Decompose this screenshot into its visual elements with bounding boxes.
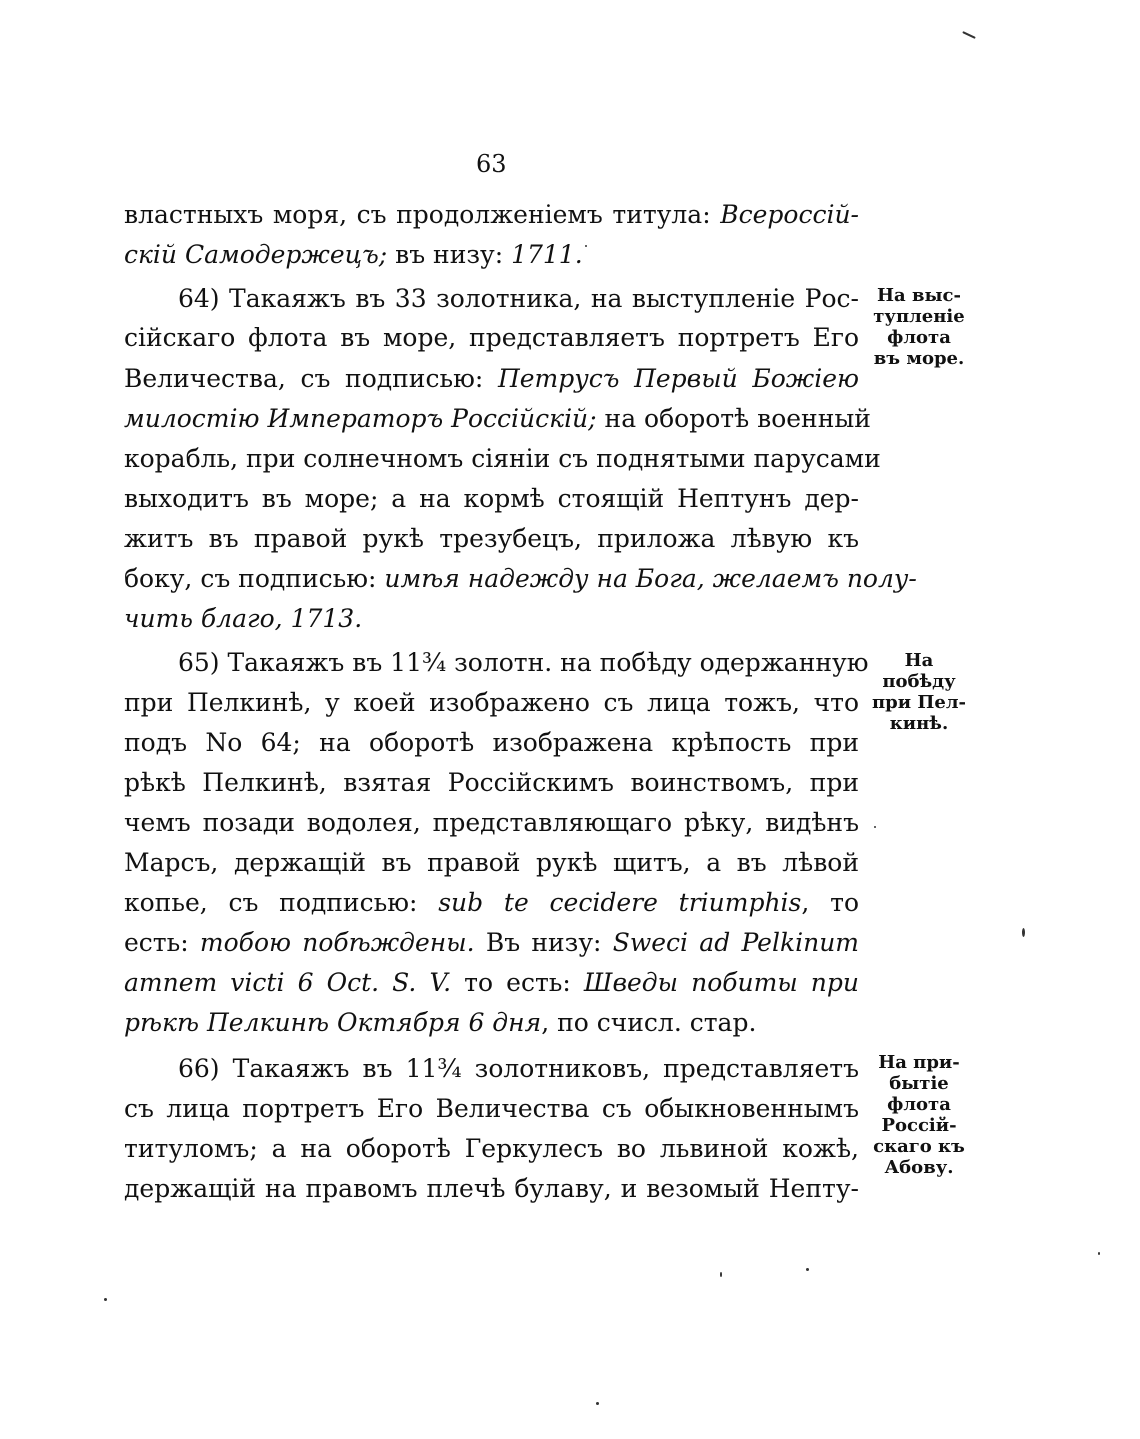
italic-text-span: amnem victi 6 Oct. S. V. [124,968,452,997]
text-span: властныхъ моря, съ продолженіемъ титула: [124,200,721,229]
text-line [124,362,859,396]
italic-text-span: Петрусъ Первый Божіею [497,364,859,393]
text-span: есть: [124,928,200,957]
text-line [124,1092,859,1126]
italic-text-span: Sweci ad Pelkinum [612,928,859,957]
text-span: Марсъ, держащій въ правой рукѣ щитъ, а въ лѣвой [124,848,859,877]
text-line [178,646,869,680]
text-span: рѣкѣ Пелкинѣ, взятая Россійскимъ воинствомъ, при [124,768,859,797]
italic-text-span: Всероссій- [720,200,859,229]
text-line [124,1172,859,1206]
italic-text-span: чить благо, [124,604,283,633]
text-span: Величества, съ подписью: [124,364,498,393]
print-speck [1098,1252,1100,1255]
text-line [124,966,859,1000]
margin-note: На выс- тупленіе флота въ море. [873,285,965,369]
text-span: держащій на правомъ плечѣ булаву, и везомый Непту- [124,1174,859,1203]
print-speck [962,31,976,39]
italic-text-span: милостію Императоръ Россійскій; [124,404,597,433]
italic-text-span: тобою побѣждены. [199,928,475,957]
italic-text-span: 1713. [290,604,363,633]
text-span: корабль, при солнечномъ сіяніи съ поднятыми парусами [124,444,881,473]
text-span: выходитъ въ море; а на кормѣ стоящій Нептунъ дер- [124,484,859,513]
print-speck [874,826,876,828]
text-span: , по счисл. стар. [541,1008,757,1037]
text-line [124,321,859,355]
print-speck [1022,928,1025,937]
text-span: 64) Такаяжъ въ 33 золотника, на выступленіе Рос- [178,284,859,313]
text-span: на оборотѣ военный [596,404,871,433]
italic-text-span: 1711. [511,240,583,269]
text-span: титуломъ; а на оборотѣ Геркулесъ во львиной кожѣ, [124,1134,859,1163]
text-line [124,402,871,436]
text-span: копье, съ подписью: [124,888,439,917]
text-span: подъ No 64; на оборотѣ изображена крѣпость при [124,728,859,757]
text-line [178,282,859,316]
text-span: , то [801,888,860,917]
text-span: сійскаго флота въ море, представляетъ портретъ Его [124,323,859,352]
text-line [124,238,859,272]
text-line [124,846,859,880]
text-line [124,766,859,800]
text-line [124,522,859,556]
italic-text-span: скій Самодержецъ; [124,240,388,269]
print-speck [806,1268,809,1271]
text-line [124,926,859,960]
text-span: Въ низу: [474,928,613,957]
italic-text-span: имѣя надежду на Бога, желаемъ полу- [384,564,917,593]
margin-note: На побѣду при Пел- кинѣ. [872,650,966,734]
text-line [124,482,859,516]
text-span: житъ въ правой рукѣ трезубецъ, приложа лѣвую къ [124,524,859,553]
text-line [124,198,859,232]
text-span: съ лица портретъ Его Величества съ обыкновеннымъ [124,1094,859,1123]
text-line [124,442,881,476]
text-span: чемъ позади водолея, представляющаго рѣку, видѣнъ [124,808,859,837]
text-line [124,686,859,720]
page-number: 63 [476,150,507,178]
print-speck [585,245,587,247]
text-line [124,806,859,840]
text-span: 65) Такаяжъ въ 11¾ золотн. на побѣду одержанную [178,648,869,677]
print-speck [596,1402,599,1405]
italic-text-span: sub te cecidere triumphis [438,888,802,917]
text-line [124,562,917,596]
italic-text-span: рѣкѣ Пелкинѣ Октября 6 дня [124,1008,542,1037]
print-speck [720,1272,722,1277]
text-span: боку, съ подписью: [124,564,385,593]
text-line [178,1052,859,1086]
text-span: въ низу: [387,240,512,269]
text-line [124,602,859,636]
text-span: 66) Такаяжъ въ 11¾ золотниковъ, представляетъ [178,1054,859,1083]
text-span: то есть: [451,968,584,997]
margin-note: На при- бытіе флота Россій- скаго къ Абову. [873,1052,965,1178]
text-line [124,726,859,760]
text-line [124,1132,859,1166]
text-span: при Пелкинѣ, у коей изображено съ лица тожъ, что [124,688,859,717]
italic-text-span: Шведы побиты при [583,968,859,997]
text-span [283,604,291,633]
print-speck [104,1298,107,1301]
text-line [124,886,859,920]
text-line [124,1006,859,1040]
